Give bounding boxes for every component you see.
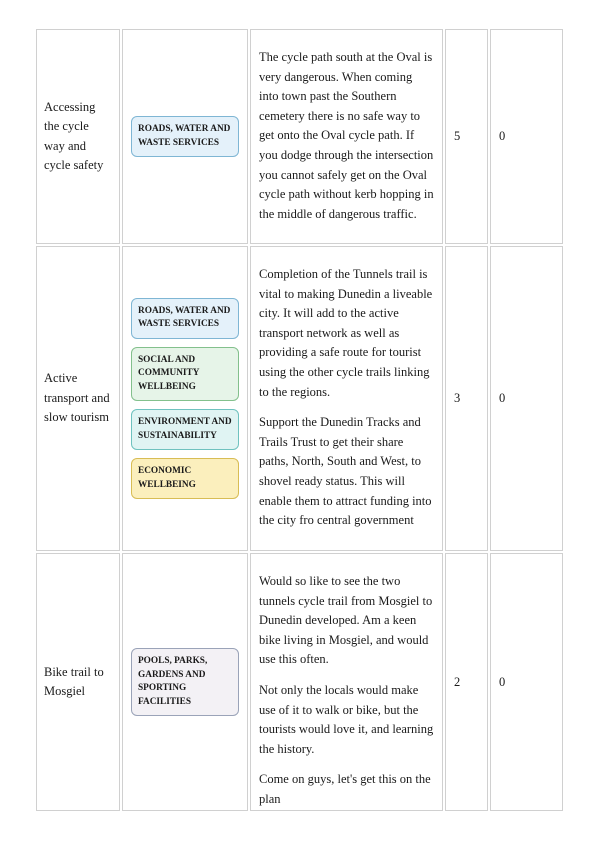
count-value: 0 <box>499 674 506 689</box>
count-cell <box>445 246 488 551</box>
count-value: 2 <box>454 674 461 689</box>
count-value: 0 <box>499 391 506 405</box>
count-value: 0 <box>499 129 506 143</box>
topic-cell <box>36 29 120 244</box>
count-cell <box>490 29 563 244</box>
comment-paragraph: The cycle path south at the Oval is very dangerous. When coming into town past the Southern cemetery there is no safe way to get onto the Oval cycle path. If you dodge through the intersection you cannot safely get on the Oval cycle path without kerb hopping in the middle of dangerous traffic. <box>259 50 434 221</box>
category-cell <box>122 29 248 244</box>
comment-paragraph: Support the Dunedin Tracks and Trails Trust to get their share paths, North, South and West, to shovel ready status. This will enable them to attract funding into the city fro central government <box>259 415 432 528</box>
category-tag: SOCIAL AND COMMUNITY WELLBEING <box>131 347 239 402</box>
category-cell <box>122 553 248 811</box>
comment-paragraph: Completion of the Tunnels trail is vital to making Dunedin a liveable city. It will add to the active transport network as well as providing a safe route for tourist using the other cycle trails linking to the regions. <box>259 267 433 399</box>
table-row <box>36 246 563 551</box>
category-tag: ROADS, WATER AND WASTE SERVICES <box>131 116 239 157</box>
count-cell <box>490 553 563 811</box>
count-cell <box>490 246 563 551</box>
comment-cell <box>250 29 443 244</box>
table-row <box>36 553 563 811</box>
category-tag: ROADS, WATER AND WASTE SERVICES <box>131 298 239 339</box>
category-cell <box>122 246 248 551</box>
count-cell <box>445 29 488 244</box>
category-tag: POOLS, PARKS, GARDENS AND SPORTING FACILITIES <box>131 648 239 716</box>
count-value: 5 <box>454 129 461 143</box>
comment-cell <box>250 553 443 811</box>
topic-text: Bike trail to Mosgiel <box>44 664 104 698</box>
topic-cell <box>36 246 120 551</box>
comment-paragraph: Not only the locals would make use of it to walk or bike, but the tourists would love it, and learning the history. <box>259 682 434 756</box>
topic-cell <box>36 553 120 811</box>
comment-paragraph: Would so like to see the two tunnels cycle trail from Mosgiel to Dunedin developed. Am a keen bike living in Mosgiel, and would use this often. <box>259 574 433 667</box>
count-cell <box>445 553 488 811</box>
topic-text: Active transport and slow tourism <box>44 371 110 425</box>
category-tag: ECONOMIC WELLBEING <box>131 458 239 499</box>
table-row <box>36 29 563 244</box>
category-tag: ENVIRONMENT AND SUSTAINABILITY <box>131 409 239 450</box>
topic-text: Accessing the cycle way and cycle safety <box>44 99 104 172</box>
comment-cell <box>250 246 443 551</box>
count-value: 3 <box>454 391 461 405</box>
comment-paragraph: Come on guys, let's get this on the plan <box>259 772 431 806</box>
